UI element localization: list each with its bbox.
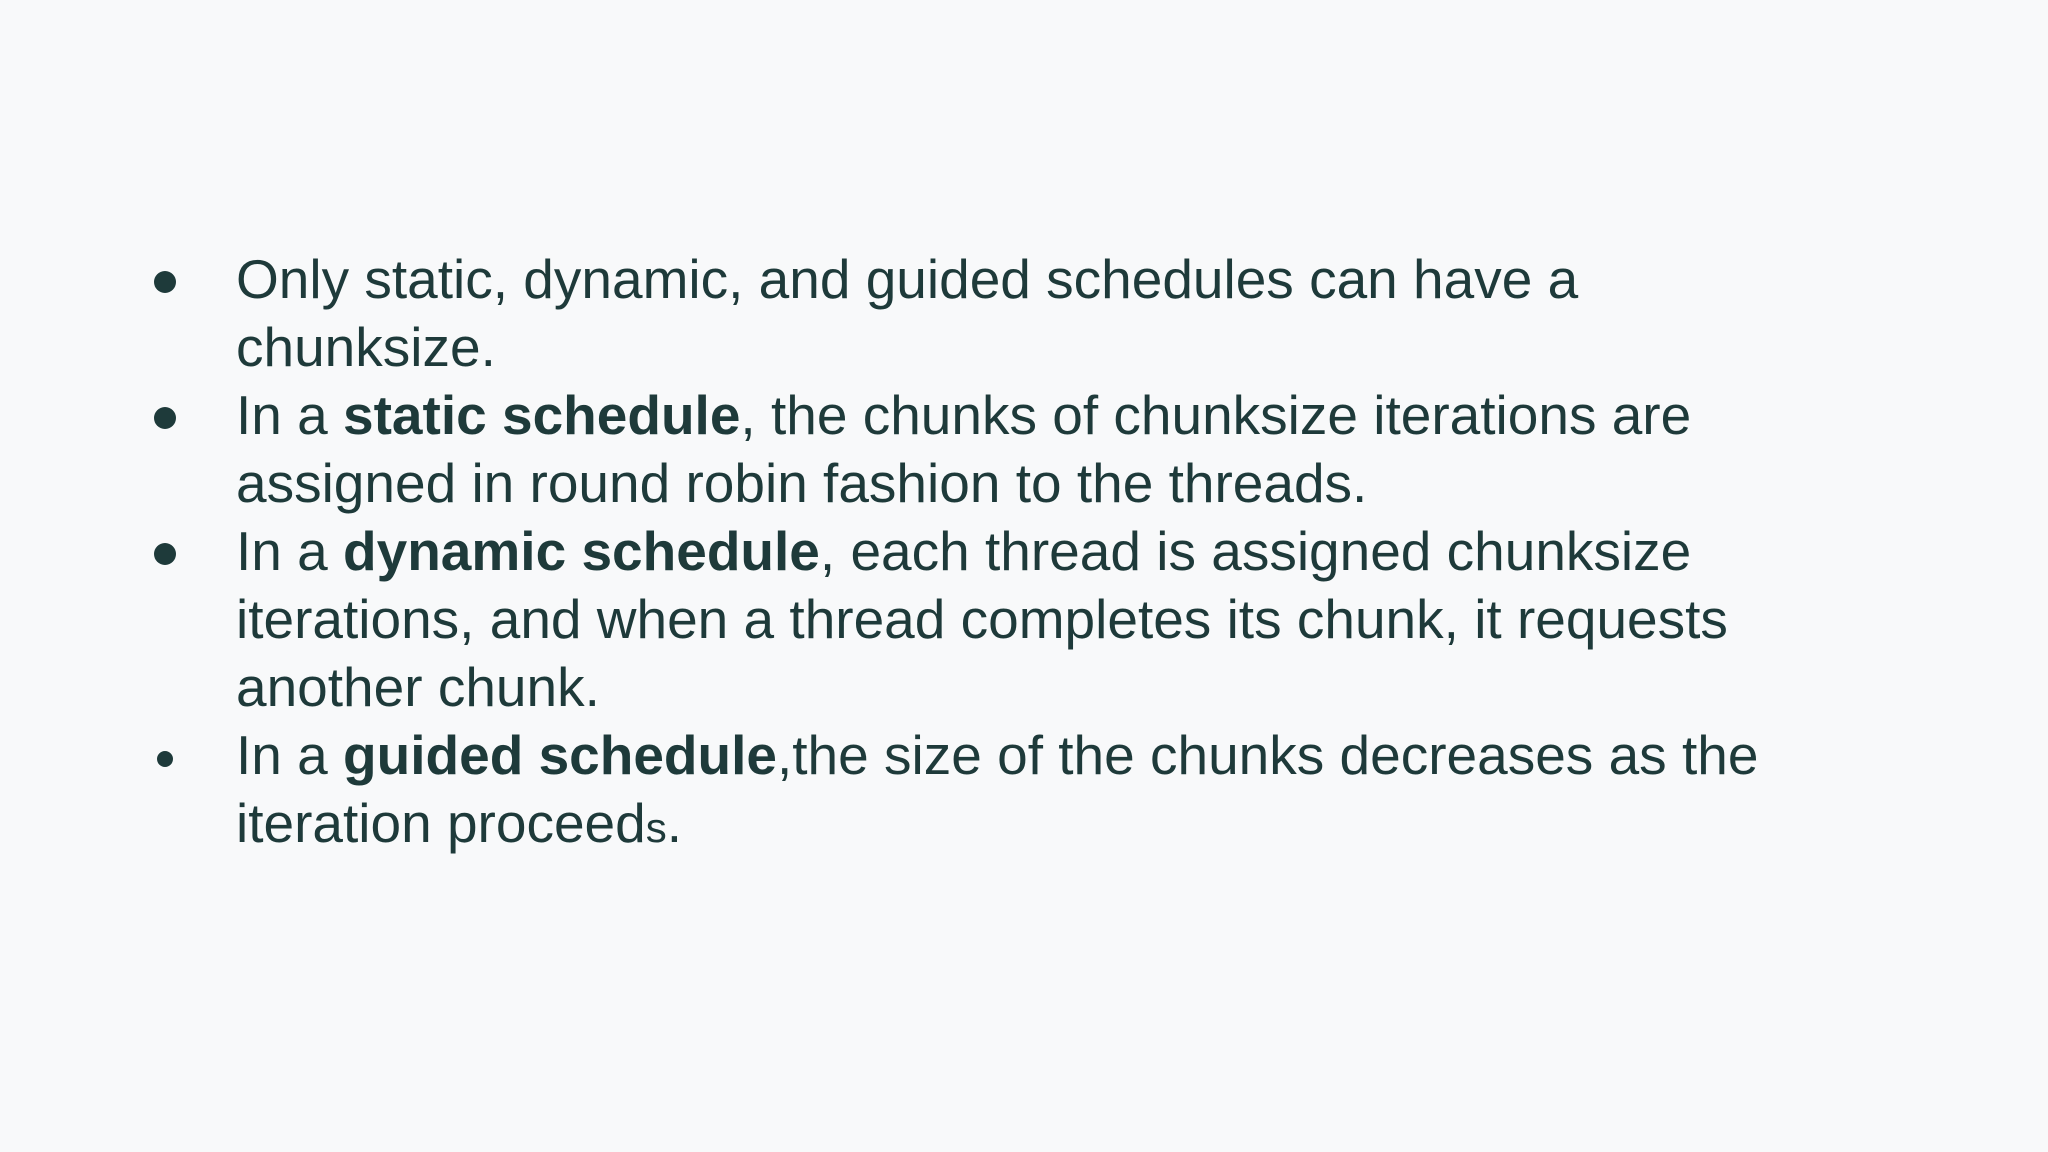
bullet-text-line: iteration proceed [236,792,646,854]
bullet-prefix: In a [236,520,344,582]
bullet-dot-icon [154,543,176,565]
bullet-dot-icon [154,407,176,429]
bullet-bold-term: static schedule [343,384,741,446]
bullet-prefix: In a [236,384,344,446]
bullet-text-line: ,the size of the chunks decreases as the [777,724,1759,786]
bullet-prefix: In a [236,724,344,786]
bullet-text-line: Only static, dynamic, and guided schedules can have a [236,248,1579,310]
bullet-list [150,245,1990,862]
bullet-item-chunksize-schedules [150,245,1990,381]
bullet-item-static-schedule [150,381,1990,517]
bullet-text-line: chunksize. [236,316,496,378]
bullet-text-end: . [666,792,682,854]
bullet-text-small: s [645,804,667,851]
bullet-item-guided-schedule [150,721,1990,862]
bullet-text-line: , the chunks of chunksize iterations are [740,384,1692,446]
bullet-item-dynamic-schedule [150,517,1990,721]
bullet-text-line: another chunk. [236,656,600,718]
bullet-dot-icon [157,751,173,767]
bullet-bold-term: dynamic schedule [343,520,820,582]
bullet-dot-icon [154,271,176,293]
bullet-bold-term: guided schedule [343,724,777,786]
bullet-text-line: assigned in round robin fashion to the threads. [236,452,1368,514]
bullet-text-line: iterations, and when a thread completes its chunk, it requests [236,588,1728,650]
bullet-text-line: , each thread is assigned chunksize [819,520,1692,582]
